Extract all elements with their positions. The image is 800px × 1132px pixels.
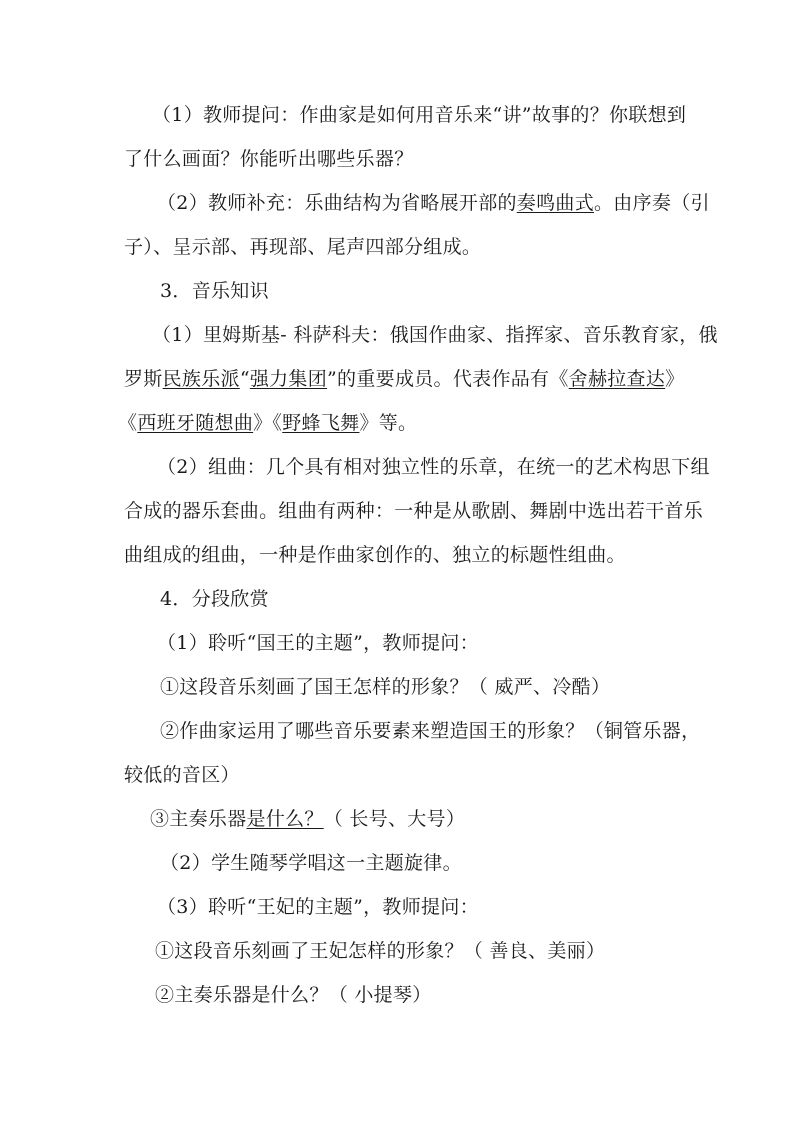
paragraph-rimsky-line-3 (118, 411, 417, 435)
underlined-term-mighty-handful: 强力集团 (249, 368, 328, 390)
text-segment: （ 长号、大号） (323, 808, 466, 830)
text-segment: 》等。 (359, 412, 418, 434)
underlined-title-capriccio-espagnol: 西班牙随想曲 (137, 412, 254, 434)
text-segment: 罗斯 (124, 368, 163, 390)
paragraph-sing-along: （2）学生随琴学唱这一主题旋律。 (160, 852, 462, 874)
text-segment: ”的重要成员。代表作品有《 (327, 368, 569, 390)
paragraph-question-1-line-1: （1）教师提问：作曲家是如何用音乐来“讲”故事的？你联想到 (152, 104, 687, 126)
paragraph-suite-line-1: （2）组曲：几个具有相对独立性的乐章，在统一的艺术构思下组 (157, 456, 710, 478)
question-queen-instrument: ②主奏乐器是什么？（ 小提琴） (155, 984, 432, 1006)
paragraph-suite-line-3: 曲组成的组曲，一种是作曲家创作的、独立的标题性组曲。 (124, 544, 626, 566)
underlined-question-text: 是什么？ (246, 808, 324, 830)
question-queen-image: ①这段音乐刻画了王妃怎样的形象？（ 善良、美丽） (155, 940, 606, 962)
section-heading-music-knowledge: 3．音乐知识 (160, 280, 269, 302)
underlined-title-scheherazade: 舍赫拉查达 (568, 368, 666, 390)
question-king-elements-line-2: 较低的音区） (124, 764, 240, 786)
paragraph-rimsky-line-2 (124, 367, 684, 391)
text-segment: 》 (665, 368, 685, 390)
question-king-image: ①这段音乐刻画了国王怎样的形象？（ 威严、冷酷） (160, 676, 611, 698)
underlined-title-flight-of-bumblebee: 野蜂飞舞 (282, 412, 360, 434)
paragraph-suite-line-2: 合成的器乐套曲。组曲有两种：一种是从歌剧、舞剧中选出若干首乐 (124, 500, 704, 522)
section-heading-segmented-listening: 4．分段欣赏 (160, 588, 269, 610)
paragraph-supplement-line-1 (157, 191, 710, 215)
text-segment: （2）教师补充：乐曲结构为省略展开部的 (157, 192, 517, 214)
question-king-elements-line-1: ②作曲家运用了哪些音乐要素来塑造国王的形象？（铜管乐器， (160, 720, 701, 742)
paragraph-supplement-line-2: 子）、呈示部、再现部、尾声四部分组成。 (124, 236, 482, 258)
text-segment: 》《 (253, 412, 283, 434)
paragraph-queen-theme: （3）聆听“王妃的主题”，教师提问： (157, 896, 479, 918)
text-segment: 。由序奏（引 (594, 192, 710, 214)
text-segment: 《 (118, 412, 138, 434)
underlined-term-national-school: 民族乐派 (162, 368, 240, 390)
paragraph-king-theme: （1）聆听“国王的主题”，教师提问： (157, 632, 479, 654)
paragraph-question-1-line-2: 了什么画面？你能听出哪些乐器？ (124, 148, 414, 170)
text-segment: ③主奏乐器 (150, 808, 247, 830)
text-segment: “ (239, 368, 250, 390)
paragraph-rimsky-line-1: （1）里姆斯基- 科萨科夫：俄国作曲家、指挥家、音乐教育家，俄 (152, 324, 718, 346)
underlined-term-sonata-form: 奏鸣曲式 (516, 192, 594, 214)
question-king-instrument (150, 807, 465, 831)
